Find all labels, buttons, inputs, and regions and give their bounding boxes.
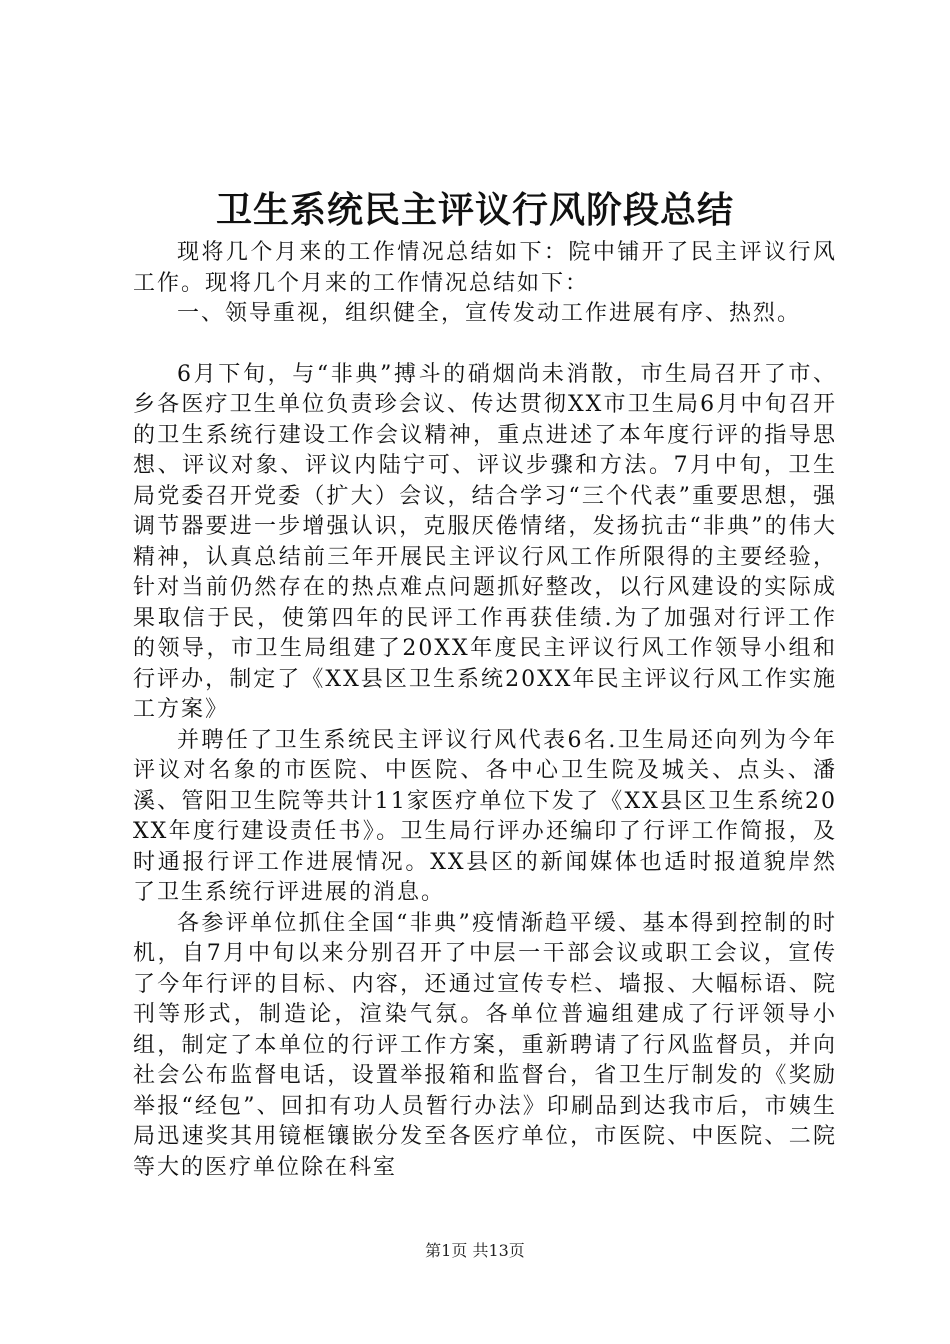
paragraph-section-heading: 一、领导重视，组织健全，宣传发动工作进展有序、热烈。: [177, 301, 802, 326]
document-title: 卫生系统民主评议行风阶段总结: [215, 189, 734, 231]
document-body: [133, 238, 837, 1183]
paragraph-intro: 现将几个月来的工作情况总结如下：院中铺开了民主评议行风工作。现将几个月来的工作情况总结如下：: [133, 240, 837, 296]
paragraph-units-mobilization: 各参评单位抓住全国“非典”疫情渐趋平缓、基本得到控制的时机，自7月中旬以来分别召开了中层一干部会议或职工会议，宣传了今年行评的目标、内容，还通过宣传专栏、墙报、大幅标语、院刊等形式，制造论，渲染气氛。各单位普遍组建成了行评领导小组，制定了本单位的行评工作方案，重新聘请了行风监督员，并向社会公布监督电话，设置举报箱和监督台，省卫生厅制发的《奖励举报“经包”、回扣有功人员暂行办法》印刷品到达我市后，市姨生局迅速奖其用镜框镶嵌分发至各医疗单位，市医院、中医院、二院等大的医疗单位除在科室: [133, 910, 837, 1180]
paragraph-june-meeting: 6月下旬，与“非典”搏斗的硝烟尚未消散，市生局召开了市、乡各医疗卫生单位负责珍会议、传达贯彻XX市卫生局6月中旬召开的卫生系统行建设工作会议精神，重点进述了本年度行评的指导思想、评议对象、评议内陆宁可、评议步骤和方法。7月中旬，卫生局党委召开党委（扩大）会议，结合学习“三个代表”重要思想，强调节器要进一步增强认识，克服厌倦情绪，发扬抗击“非典”的伟大精神，认真总结前三年开展民主评议行风工作所限得的主要经验，针对当前仍然存在的热点难点问题抓好整改，以行风建设的实际成果取信于民，使第四年的民评工作再获佳绩.为了加强对行评工作的领导，市卫生局组建了20XX年度民主评议行风工作领导小组和行评办，制定了《XX县区卫生系统20XX年民主评议行风工作实施工方案》: [133, 361, 837, 722]
paragraph-representatives: 并聘任了卫生系统民主评议行风代表6名.卫生局还向列为今年评议对名象的市医院、中医院、各中心卫生院及城关、点头、潘溪、管阳卫生院等共计11家医疗单位下发了《XX县区卫生系统20XX年度行建设责任书》。卫生局行评办还编印了行评工作简报，及时通报行评工作进展情况。XX县区的新闻媒体也适时报道貌岸然了卫生系统行评进展的消息。: [133, 727, 837, 905]
page-number-footer: 第1页 共13页: [425, 1241, 525, 1260]
paragraph-spacer: [133, 330, 837, 360]
